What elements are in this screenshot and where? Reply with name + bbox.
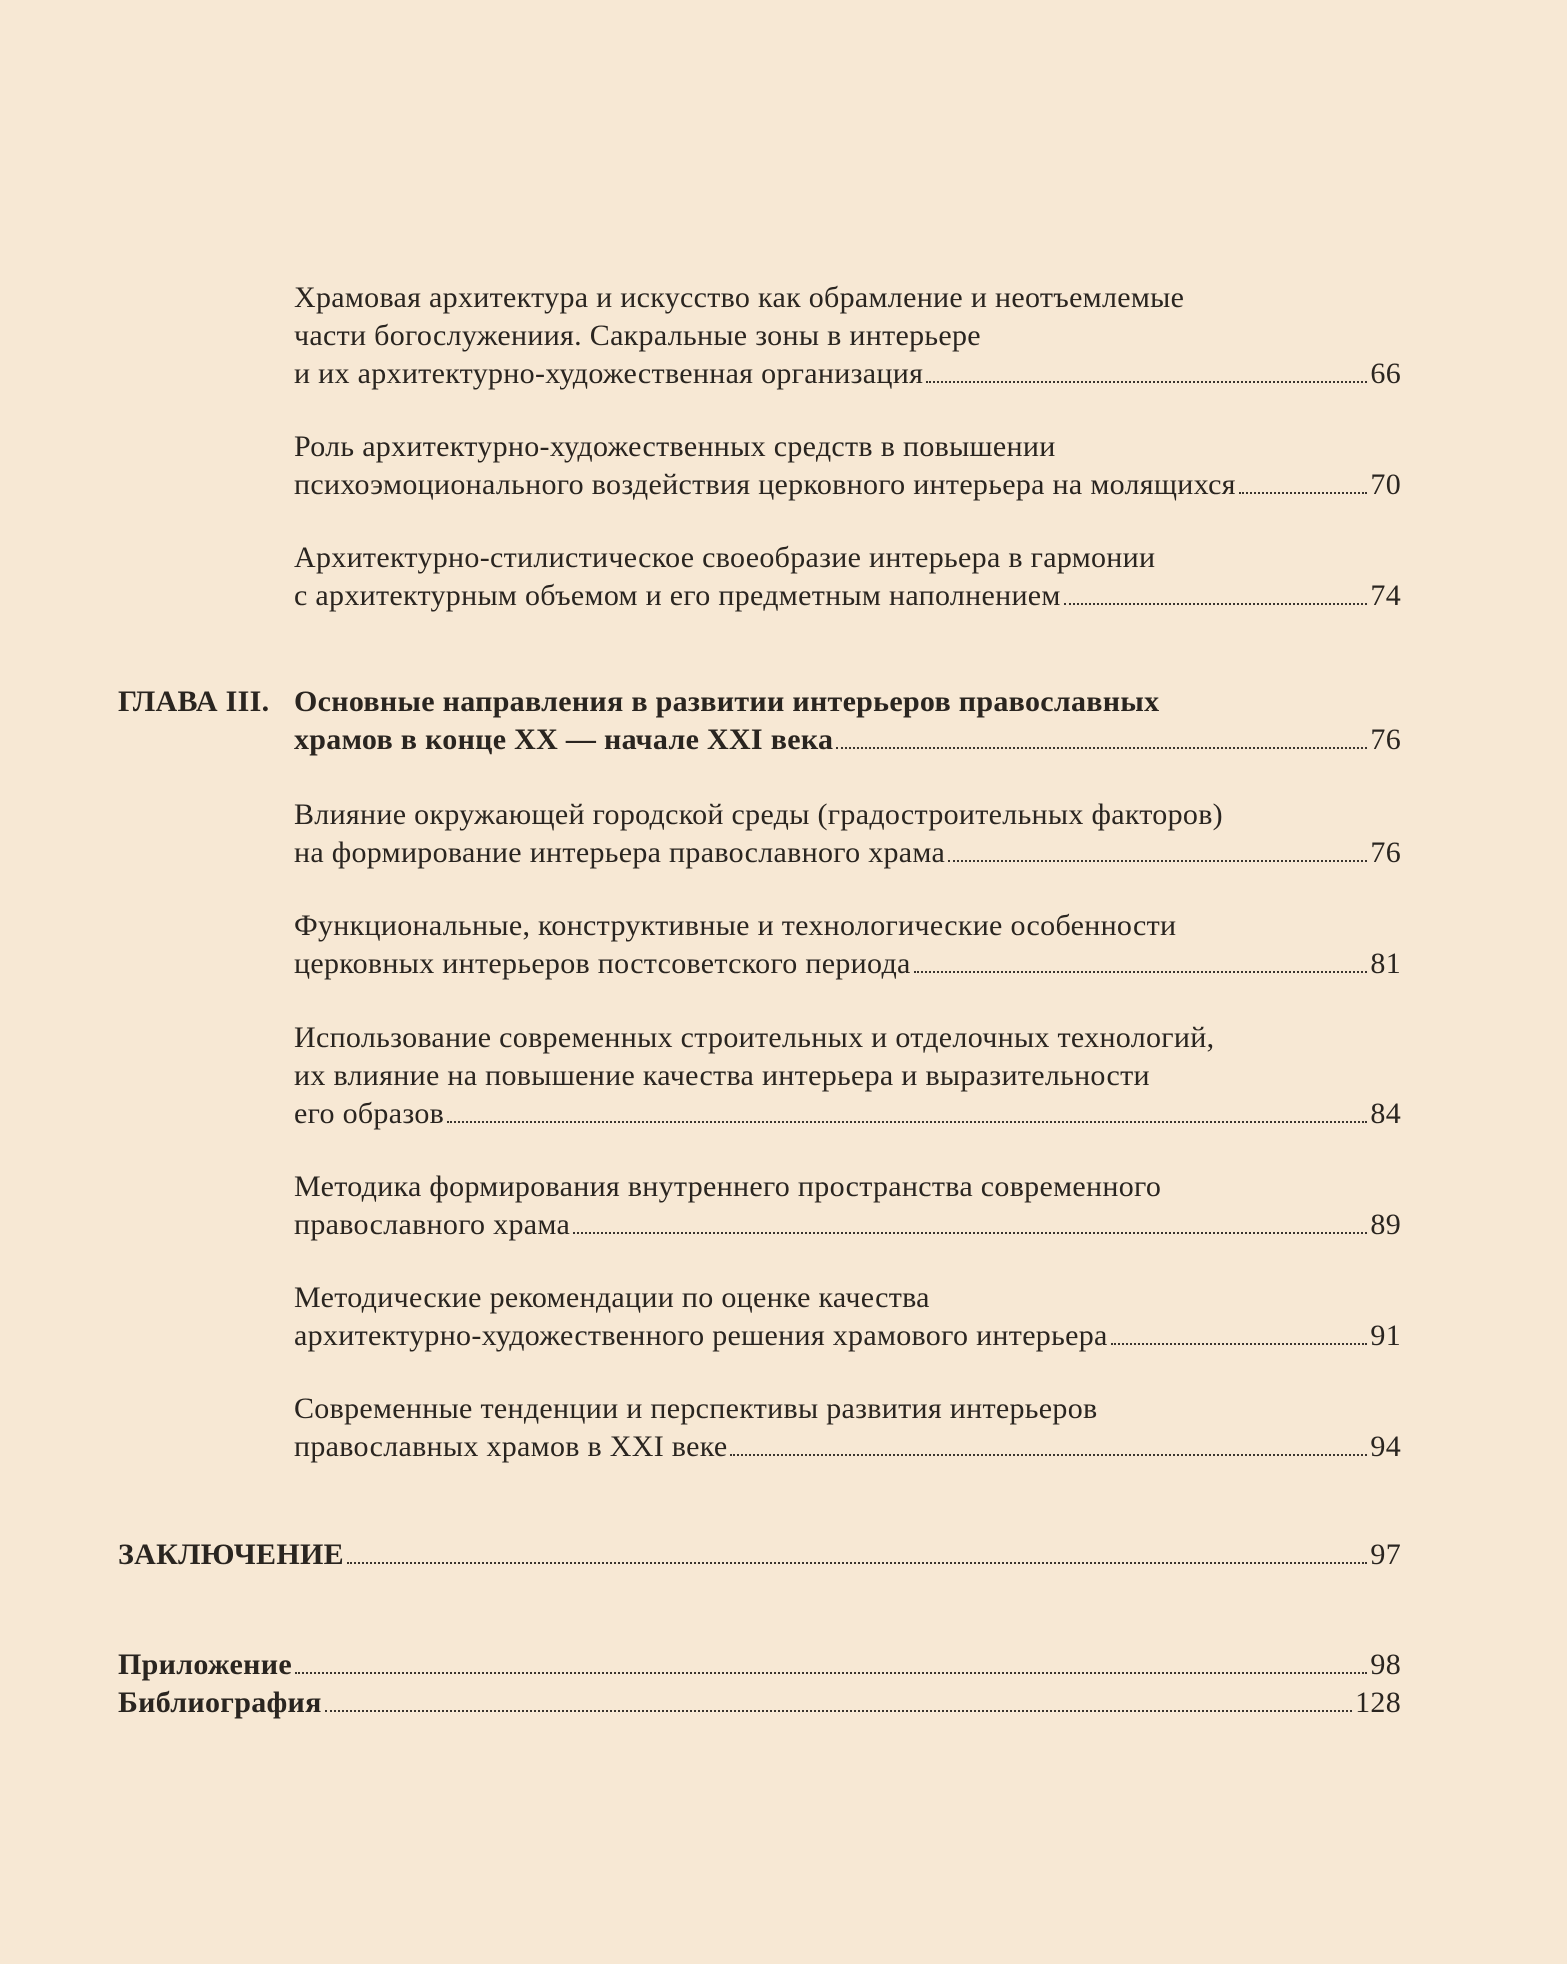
toc-entry bbox=[294, 1279, 1401, 1355]
dot-leader bbox=[1064, 603, 1368, 605]
toc-entry bbox=[294, 1019, 1401, 1133]
toc-entry-text: на формирование интерьера православного храма bbox=[294, 836, 946, 869]
toc-page-number: 97 bbox=[1370, 1538, 1401, 1571]
toc-page-number: 74 bbox=[1370, 579, 1401, 612]
toc-entry bbox=[294, 1168, 1401, 1244]
dot-leader bbox=[325, 1710, 1352, 1712]
toc-entry-last-line bbox=[294, 577, 1401, 615]
toc-entry-text: церковных интерьеров постсоветского периода bbox=[294, 947, 911, 980]
toc-entry-last-line bbox=[294, 945, 1401, 983]
dot-leader bbox=[926, 381, 1367, 383]
toc-entry-line: части богослужениия. Сакральные зоны в интерьере bbox=[294, 319, 981, 352]
toc-entry-line: Храмовая архитектура и искусство как обрамление и неотъемлемые bbox=[294, 281, 1185, 314]
toc-entry-last-line bbox=[294, 466, 1401, 504]
chapter-heading bbox=[294, 683, 1401, 759]
toc-entry bbox=[294, 428, 1401, 504]
toc-page-number: 66 bbox=[1370, 357, 1401, 390]
toc-entry-text: архитектурно-художественного решения храмового интерьера bbox=[294, 1319, 1108, 1352]
toc-entry-text: с архитектурным объемом и его предметным наполнением bbox=[294, 579, 1061, 612]
chapter-label: ГЛАВА III. bbox=[118, 685, 270, 718]
dot-leader bbox=[447, 1121, 1367, 1123]
toc-page-number: 76 bbox=[1370, 836, 1401, 869]
toc-entry-line: Методические рекомендации по оценке качества bbox=[294, 1281, 930, 1314]
toc-page-number: 89 bbox=[1370, 1208, 1401, 1241]
toc-entry-line: Методика формирования внутреннего пространства современного bbox=[294, 1170, 1162, 1203]
toc-entry-line: Современные тенденции и перспективы развития интерьеров bbox=[294, 1392, 1098, 1425]
toc-entry-last-line bbox=[294, 834, 1401, 872]
dot-leader bbox=[836, 747, 1367, 749]
toc-entry-text: психоэмоционального воздействия церковного интерьера на молящихся bbox=[294, 468, 1236, 501]
dot-leader bbox=[573, 1232, 1367, 1234]
toc-entry bbox=[294, 539, 1401, 615]
dot-leader bbox=[347, 1562, 1367, 1564]
dot-leader bbox=[914, 971, 1368, 973]
conclusion-label: ЗАКЛЮЧЕНИЕ bbox=[118, 1538, 344, 1571]
toc-entry-line: Использование современных строительных и отделочных технологий, bbox=[294, 1021, 1215, 1054]
toc-page-number: 76 bbox=[1370, 723, 1401, 756]
toc-entry-last-line bbox=[294, 1095, 1401, 1133]
toc-page-number: 91 bbox=[1370, 1319, 1401, 1352]
toc-entry-last-line bbox=[294, 1317, 1401, 1355]
toc-entry-text: его образов bbox=[294, 1097, 445, 1130]
toc-entry-last-line bbox=[294, 1428, 1401, 1466]
toc-entry-last-line bbox=[118, 1684, 1401, 1722]
chapter-heading-last-line bbox=[294, 721, 1401, 759]
dot-leader bbox=[730, 1454, 1367, 1456]
toc-entry-line: Роль архитектурно-художественных средств в повышении bbox=[294, 430, 1056, 463]
toc-entry-line: Архитектурно-стилистическое своеобразие интерьера в гармонии bbox=[294, 541, 1156, 574]
toc-conclusion bbox=[118, 1536, 1401, 1574]
toc-entry-text: православного храма bbox=[294, 1208, 571, 1241]
toc-page-number: 98 bbox=[1370, 1648, 1401, 1681]
toc-appendix bbox=[118, 1646, 1401, 1684]
toc-entry-last-line bbox=[294, 1206, 1401, 1244]
toc-page-number: 84 bbox=[1370, 1097, 1401, 1130]
toc-entry bbox=[294, 907, 1401, 983]
toc-entry-last-line bbox=[118, 1646, 1401, 1684]
toc-entry-text: и их архитектурно-художественная организация bbox=[294, 357, 924, 390]
toc-bibliography bbox=[118, 1684, 1401, 1722]
toc-entry-line: Влияние окружающей городской среды (градостроительных факторов) bbox=[294, 798, 1223, 831]
toc-entry bbox=[294, 279, 1401, 393]
dot-leader bbox=[1111, 1343, 1368, 1345]
toc-entry bbox=[294, 796, 1401, 872]
chapter-heading-line: Основные направления в развитии интерьеров православных bbox=[294, 685, 1160, 718]
dot-leader bbox=[1239, 492, 1368, 494]
toc-page-number: 94 bbox=[1370, 1430, 1401, 1463]
toc-entry-last-line bbox=[118, 1536, 1401, 1574]
dot-leader bbox=[295, 1672, 1367, 1674]
chapter-heading-text: храмов в конце ХХ — начале ХХI века bbox=[294, 723, 834, 756]
bibliography-label: Библиография bbox=[118, 1686, 322, 1719]
dot-leader bbox=[948, 860, 1367, 862]
toc-entry-text: православных храмов в ХХI веке bbox=[294, 1430, 728, 1463]
appendix-label: Приложение bbox=[118, 1648, 292, 1681]
toc-entry-line: их влияние на повышение качества интерьера и выразительности bbox=[294, 1059, 1150, 1092]
toc-page-number: 128 bbox=[1355, 1686, 1401, 1719]
toc-page-number: 81 bbox=[1370, 947, 1401, 980]
toc-entry-line: Функциональные, конструктивные и технологические особенности bbox=[294, 909, 1177, 942]
toc-entry bbox=[294, 1390, 1401, 1466]
toc-page-number: 70 bbox=[1370, 468, 1401, 501]
toc-entry-last-line bbox=[294, 355, 1401, 393]
